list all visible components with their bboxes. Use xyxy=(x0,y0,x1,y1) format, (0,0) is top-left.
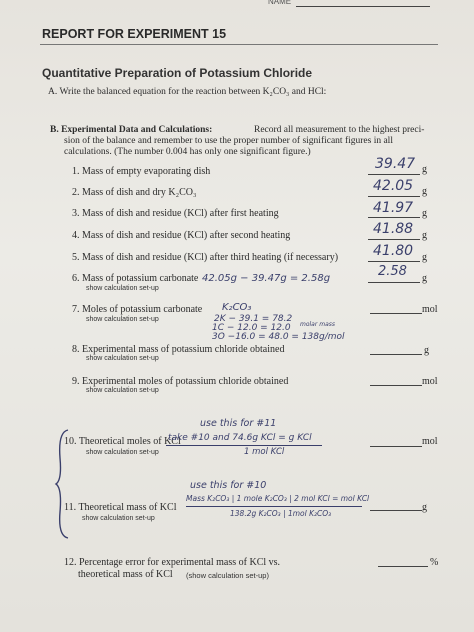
item-11-unit: g xyxy=(422,502,427,513)
item-6-value: 2.58 xyxy=(378,264,407,279)
title-rule xyxy=(40,44,438,45)
item-2-label: 2. Mass of dish and dry K₂CO₃ xyxy=(72,187,197,198)
item-8-note: show calculation set-up xyxy=(86,355,159,362)
section-b-line1: Record all measurement to the highest preci- xyxy=(254,125,425,135)
item-4-unit: g xyxy=(422,230,427,241)
item-2-value: 42.05 xyxy=(373,178,414,194)
item-1-unit: g xyxy=(422,164,427,175)
item-10-work-denominator: 1 mol KCl xyxy=(244,447,285,457)
item-9-note: show calculation set-up xyxy=(86,387,159,394)
item-9-answer-line[interactable] xyxy=(370,385,422,386)
item-7-label: 7. Moles of potassium carbonate xyxy=(72,304,203,315)
item-12-unit: % xyxy=(430,557,439,568)
item-5-label: 5. Mass of dish and residue (KCl) after third heating (if necessary) xyxy=(72,252,339,263)
name-label: NAME xyxy=(268,0,292,6)
item-1-label: 1. Mass of empty evaporating dish xyxy=(72,166,211,177)
use-this-for-11: use this for #11 xyxy=(200,418,277,429)
item-10-unit: mol xyxy=(422,436,438,447)
item-11-fraction-bar xyxy=(186,506,362,507)
molar-mass-line-1: 2K − 39.1 = 78.2 xyxy=(214,314,293,324)
item-6-note: show calculation set-up xyxy=(86,285,159,292)
item-6-label: 6. Mass of potassium carbonate xyxy=(72,273,199,284)
item-3-unit: g xyxy=(422,208,427,219)
molar-mass-tag: molar mass xyxy=(300,321,336,328)
item-3-value: 41.97 xyxy=(373,200,414,216)
use-this-for-10: use this for #10 xyxy=(190,480,267,491)
item-10-work: take #10 and 74.6g KCl = g KCl xyxy=(168,433,312,443)
item-8-label: 8. Experimental mass of potassium chloride obtained xyxy=(72,344,285,355)
item-3-answer-line[interactable] xyxy=(368,217,420,218)
item-5-answer-line[interactable] xyxy=(368,261,420,262)
item-4-answer-line[interactable] xyxy=(368,239,420,240)
item-9-label: 9. Experimental moles of potassium chloride obtained xyxy=(72,376,289,387)
item-8-unit: g xyxy=(424,345,429,356)
item-4-value: 41.88 xyxy=(373,221,414,237)
item-6-answer-line[interactable] xyxy=(368,282,420,283)
name-field[interactable] xyxy=(296,6,430,7)
item-9-unit: mol xyxy=(422,376,438,387)
item-10-answer-line[interactable] xyxy=(370,446,422,447)
item-4-label: 4. Mass of dish and residue (KCl) after second heating xyxy=(72,230,291,241)
report-title: REPORT FOR EXPERIMENT 15 xyxy=(42,27,227,41)
item-7-answer-line[interactable] xyxy=(370,313,422,314)
item-10-label: 10. Theoretical moles of KCl xyxy=(64,436,181,447)
item-11-answer-line[interactable] xyxy=(370,510,422,511)
item-11-label: 11. Theoretical mass of KCl xyxy=(64,502,177,513)
item-5-value: 41.80 xyxy=(373,243,414,259)
molar-mass-line-2: 1C − 12.0 = 12.0 xyxy=(212,323,291,333)
item-7-unit: mol xyxy=(422,304,438,315)
item-11-work-denominator: 138.2g K₂CO₃ | 1mol K₂CO₃ xyxy=(230,509,332,518)
item-8-answer-line[interactable] xyxy=(370,354,422,355)
item-2-unit: g xyxy=(422,186,427,197)
page-subtitle: Quantitative Preparation of Potassium Chloride xyxy=(42,66,313,80)
section-b-heading: B. Experimental Data and Calculations: xyxy=(50,125,213,135)
molar-mass-line-3: 3O −16.0 = 48.0 = 138g/mol xyxy=(212,332,345,342)
item-12-label: 12. Percentage error for experimental mass of KCl vs. xyxy=(64,557,281,568)
item-3-label: 3. Mass of dish and residue (KCl) after first heating xyxy=(72,208,279,219)
item-1-value: 39.47 xyxy=(375,156,416,172)
item-5-unit: g xyxy=(422,252,427,263)
item-1-answer-line[interactable] xyxy=(368,174,420,175)
item-12-label-2: theoretical mass of KCl xyxy=(78,569,173,580)
item-10-note: show calculation set-up xyxy=(86,449,159,456)
item-12-answer-line[interactable] xyxy=(378,566,428,567)
item-2-answer-line[interactable] xyxy=(368,196,420,197)
item-12-note: (show calculation set-up) xyxy=(186,571,269,580)
item-11-note: show calculation set-up xyxy=(82,515,155,522)
section-a-prompt: A. Write the balanced equation for the reaction between K₂CO₃ and HCl: xyxy=(48,87,327,97)
item-10-fraction-bar xyxy=(166,445,322,446)
section-b-line2: sion of the balance and remember to use the proper number of significant figures in all xyxy=(64,136,393,146)
item-6-work: 42.05g − 39.47g = 2.58g xyxy=(202,273,331,284)
item-11-work: Mass K₂CO₃ | 1 mole K₂CO₃ | 2 mol KCl = mol KCl xyxy=(186,494,370,503)
section-b-line3: calculations. (The number 0.004 has only one significant figure.) xyxy=(64,147,311,157)
item-7-work: K₂CO₃ xyxy=(222,302,252,313)
item-6-unit: g xyxy=(422,273,427,284)
item-7-note: show calculation set-up xyxy=(86,316,159,323)
